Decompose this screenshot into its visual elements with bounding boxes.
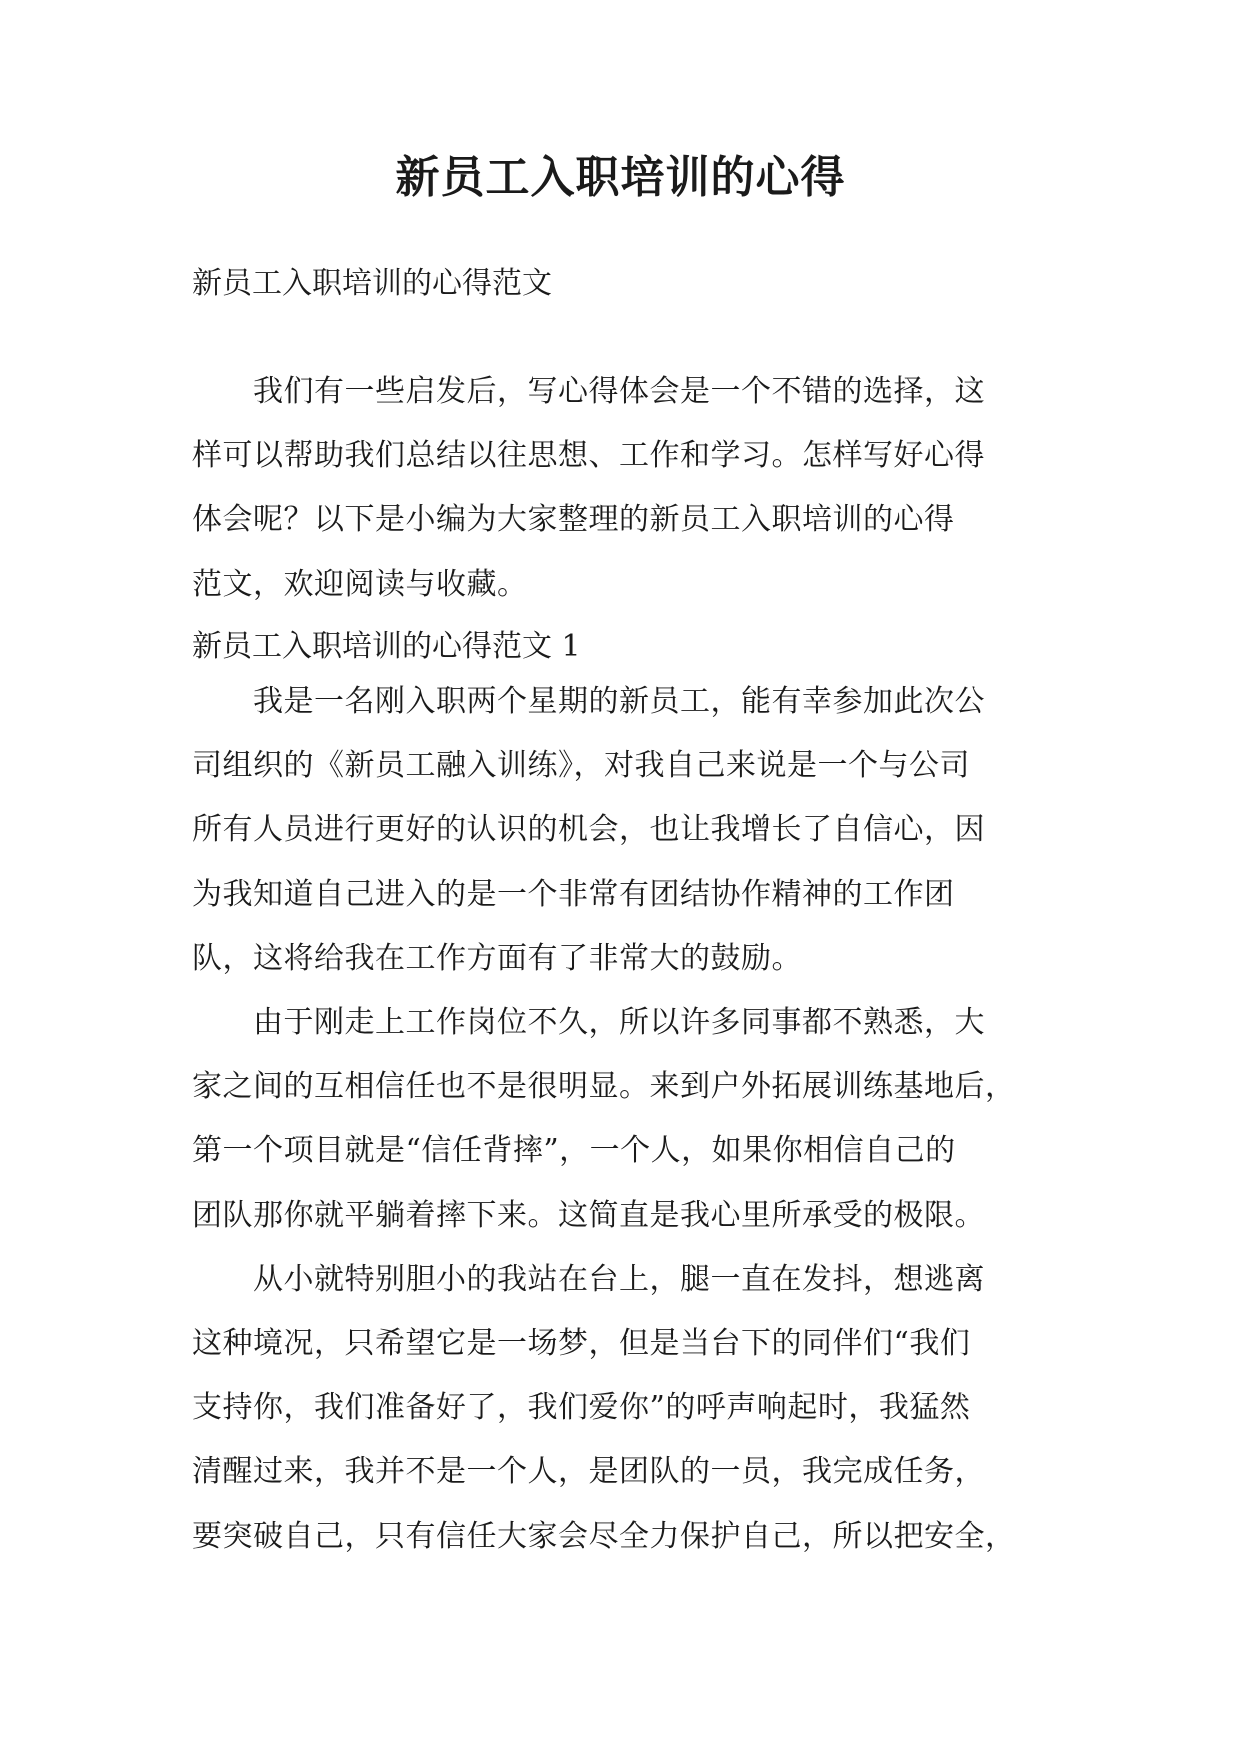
body-line: 由于刚走上工作岗位不久，所以许多同事都不熟悉，大 [192, 1005, 985, 1041]
intro-line: 范文，欢迎阅读与收藏。 [192, 566, 528, 602]
intro-line: 样可以帮助我们总结以往思想、工作和学习。怎样写好心得 [192, 438, 985, 474]
intro-line: 体会呢？以下是小编为大家整理的新员工入职培训的心得 [192, 502, 955, 538]
body-line: 第一个项目就是“信任背摔”，一个人，如果你相信自己的 [192, 1133, 956, 1169]
body-line: 为我知道自己进入的是一个非常有团结协作精神的工作团 [192, 876, 955, 912]
intro-line: 我们有一些启发后，写心得体会是一个不错的选择，这 [192, 374, 985, 409]
document-subtitle: 新员工入职培训的心得范文 [192, 266, 552, 301]
body-line: 要突破自己，只有信任大家会尽全力保护自己，所以把安全， [192, 1518, 1016, 1554]
body-line: 我是一名刚入职两个星期的新员工，能有幸参加此次公 [192, 684, 985, 719]
body-line: 清醒过来，我并不是一个人，是团队的一员，我完成任务， [192, 1454, 985, 1490]
body-line: 队，这将给我在工作方面有了非常大的鼓励。 [192, 940, 802, 976]
body-line: 所有人员进行更好的认识的机会，也让我增长了自信心，因 [192, 812, 985, 848]
body-line: 这种境况，只希望它是一场梦，但是当台下的同伴们“我们 [192, 1326, 971, 1362]
section-heading: 新员工入职培训的心得范文 1 [192, 629, 581, 664]
body-line: 家之间的互相信任也不是很明显。来到户外拓展训练基地后， [192, 1069, 1016, 1105]
intro-paragraph [192, 360, 1052, 617]
body-line: 从小就特别胆小的我站在台上，腿一直在发抖，想逃离 [192, 1261, 985, 1297]
body-text [192, 670, 1052, 1569]
body-line: 团队那你就平躺着摔下来。这简直是我心里所承受的极限。 [192, 1197, 985, 1233]
body-line: 司组织的《新员工融入训练》，对我自己来说是一个与公司 [192, 748, 970, 784]
document-title: 新员工入职培训的心得 [395, 152, 846, 203]
body-line: 支持你，我们准备好了，我们爱你”的呼声响起时，我猛然 [192, 1390, 971, 1426]
